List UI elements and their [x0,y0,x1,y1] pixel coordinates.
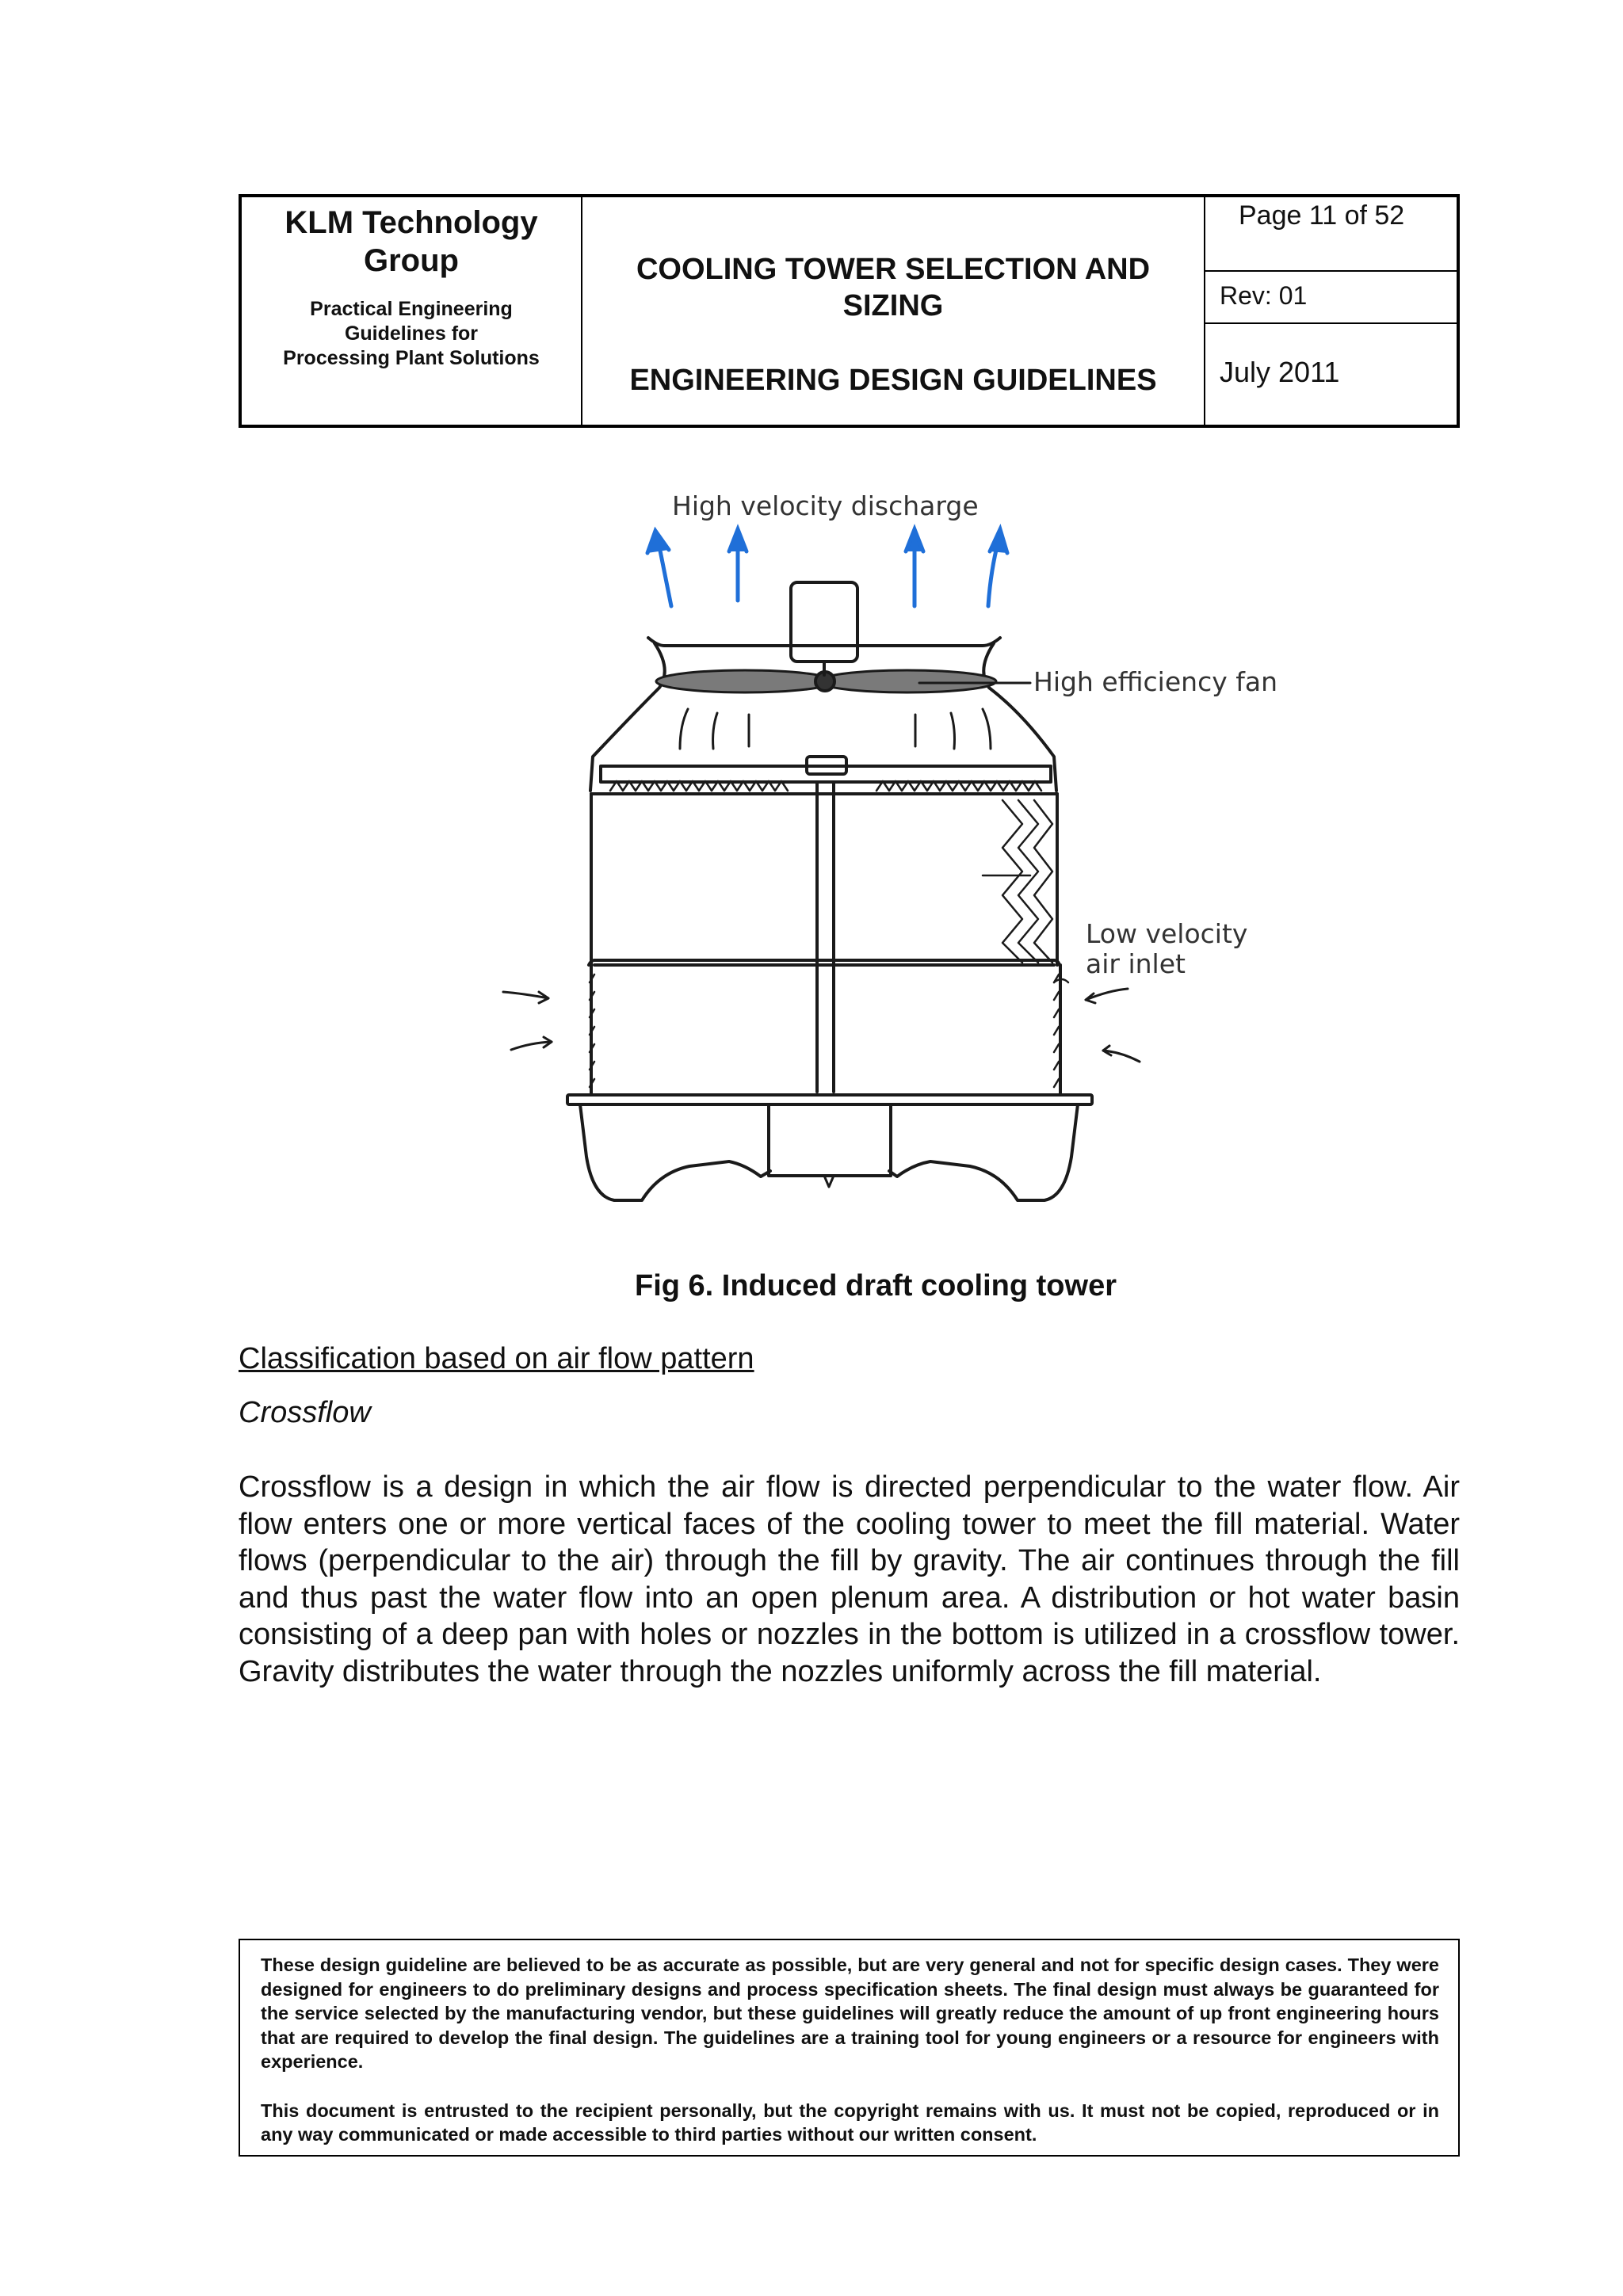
cold-water-basin [580,1104,770,1200]
body-paragraph: Crossflow is a design in which the air flow is directed perpendicular to the water flow. Air flow enters one or more vertical faces of the cooling tower to meet the fill material. Water flows (perpendicular to the air) through the fill by gravity. The air continues through the fill and thus past the water flow into an open plenum area. A distribution or hot water basin consisting of a deep pan with holes or nozzles in the bottom is utilized in a crossflow tower. Gravity distributes the water through the nozzles uniformly across the fill material. [239,1470,1460,1688]
document-date: July 2011 [1220,356,1340,388]
disclaimer-text: These design guideline are believed to be as accurate as possible, but are very general and not for specific design cases. They were designed for engineers to do preliminary designs and process specification sheets. The final design must always be guaranteed for the service selected by the manufacturing vendor, but these guidelines will greatly reduce the amount of up front engineering hours that are required to develop the final design. The guidelines are a training tool for young engineers or a resource for engineers with experience. [261,1955,1439,2072]
tagline-line: Guidelines for [344,322,479,345]
company-name: KLM Technology Group [285,205,538,278]
inlet-label-line1: Low velocity [1086,918,1248,949]
company-tagline [242,297,581,371]
motor-box [791,582,857,662]
document-header [239,194,1460,428]
tagline-line: Processing Plant Solutions [283,347,540,369]
tagline-line: Practical Engineering [310,298,513,320]
fan-stack [648,638,1000,646]
cooling-tower-figure [475,475,1308,1252]
fan-blade [819,670,996,692]
title-block [582,197,1205,425]
document-title: COOLING TOWER SELECTION AND SIZING [636,253,1151,322]
disclaimer-box [239,1939,1460,2157]
figure-caption: Fig 6. Induced draft cooling tower [634,1269,1117,1302]
copyright-text: This document is entrusted to the recipient personally, but the copyright remains with us. It must not be copied, reproduced or in any way communicated or made accessible to third parties without our written consent. [261,2100,1439,2145]
inlet-label-line2: air inlet [1086,948,1186,979]
company-block [242,197,582,425]
meta-block [1205,197,1457,425]
section-subheading: Crossflow [239,1396,371,1429]
page-number: Page 11 of 52 [1205,197,1457,272]
discharge-label: High velocity discharge [672,490,979,521]
section-heading: Classification based on air flow pattern [239,1342,754,1375]
fan-blade [656,670,834,692]
discharge-arrows [647,529,1007,606]
cooling-tower-diagram [475,475,1308,1252]
revision: Rev: 01 [1205,272,1457,324]
sump [769,1104,891,1176]
fan-label: High efficiency fan [1033,666,1277,697]
document-subtitle: ENGINEERING DESIGN GUIDELINES [629,364,1157,397]
